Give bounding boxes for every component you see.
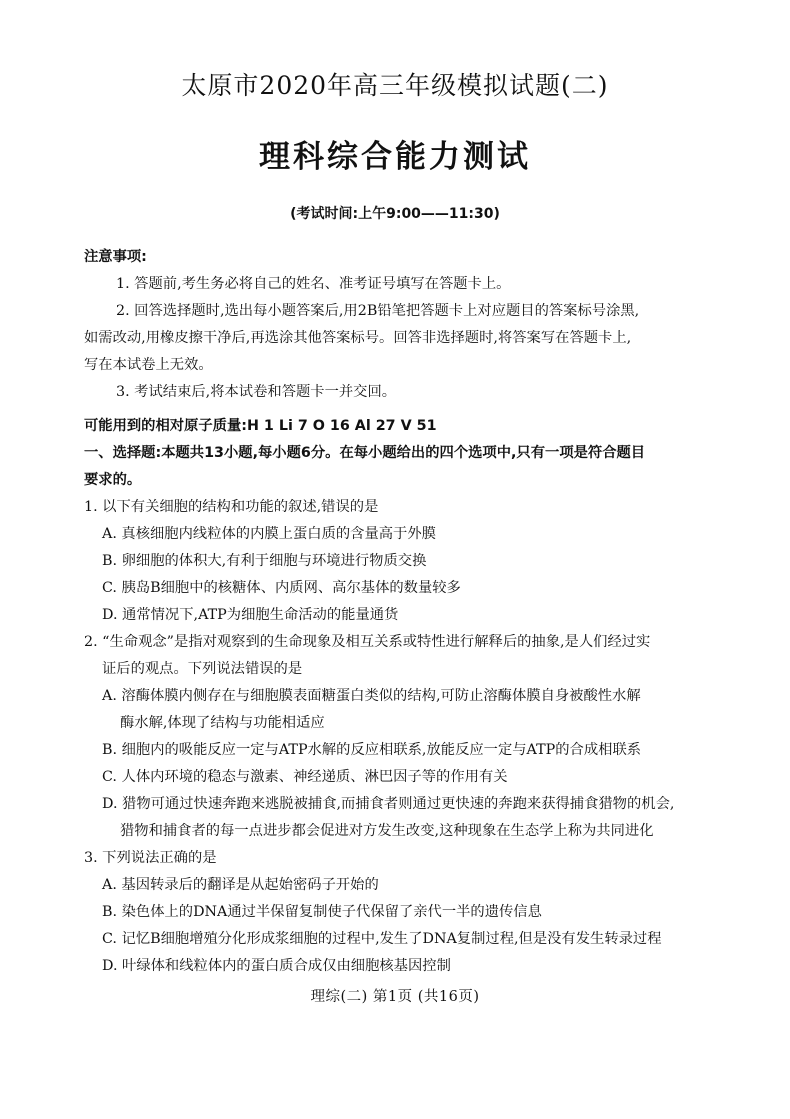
question-stem: 3. 下列说法正确的是 — [84, 850, 217, 866]
question-stem: 2. “生命观念”是指对观察到的生命现象及相互关系或特性进行解释后的抽象,是人们经过实 — [84, 634, 651, 650]
question-2 — [84, 629, 724, 845]
question-stem-cont: 证后的观点。下列说法错误的是 — [102, 661, 303, 677]
option-d: D. 通常情况下,ATP为细胞生命活动的能量通货 — [102, 607, 399, 623]
option-d: D. 猎物可通过快速奔跑来逃脱被捕食,而捕食者则通过更快速的奔跑来获得捕食猎物的机会, — [102, 796, 675, 812]
notice-item-2-cont: 写在本试卷上无效。 — [84, 357, 213, 373]
option-c: C. 人体内环境的稳态与激素、神经递质、淋巴因子等的作用有关 — [102, 769, 508, 785]
option-a: A. 溶酶体膜内侧存在与细胞膜表面糖蛋白类似的结构,可防止溶酶体膜自身被酸性水解 — [102, 688, 641, 704]
notice-item-3: 3. 考试结束后,将本试卷和答题卡一并交回。 — [116, 384, 397, 400]
exam-title: 太原市2020年高三年级模拟试题(二) — [181, 71, 609, 100]
option-d: D. 叶绿体和线粒体内的蛋白质合成仅由细胞核基因控制 — [102, 958, 451, 974]
option-c: C. 胰岛B细胞中的核糖体、内质网、高尔基体的数量较多 — [102, 580, 461, 596]
notice-item-2: 2. 回答选择题时,选出每小题答案后,用2B铅笔把答题卡上对应题目的答案标号涂黑, — [116, 303, 640, 319]
question-1 — [84, 494, 724, 629]
question-stem: 1. 以下有关细胞的结构和功能的叙述,错误的是 — [84, 499, 379, 515]
option-b: B. 染色体上的DNA通过半保留复制使子代保留了亲代一半的遗传信息 — [102, 904, 542, 920]
option-c: C. 记忆B细胞增殖分化形成浆细胞的过程中,发生了DNA复制过程,但是没有发生转录过程 — [102, 931, 662, 947]
exam-time: (考试时间:上午9:00——11:30) — [290, 206, 500, 222]
body-section — [84, 413, 724, 980]
question-3 — [84, 845, 724, 980]
exam-subtitle: 理科综合能力测试 — [259, 139, 531, 175]
notice-section — [84, 244, 724, 406]
option-a: A. 基因转录后的翻译是从起始密码子开始的 — [102, 877, 379, 893]
option-a-cont: 酶水解,体现了结构与功能相适应 — [120, 715, 325, 731]
section-heading: 一、选择题:本题共13小题,每小题6分。在每小题给出的四个选项中,只有一项是符合题目 — [84, 445, 646, 461]
page-footer: 理综(二) 第1页 (共16页) — [310, 989, 480, 1005]
option-b: B. 卵细胞的体积大,有利于细胞与环境进行物质交换 — [102, 553, 427, 569]
section-heading-cont: 要求的。 — [84, 472, 142, 488]
option-b: B. 细胞内的吸能反应一定与ATP水解的反应相联系,放能反应一定与ATP的合成相联系 — [102, 742, 642, 758]
notice-item-2-cont: 如需改动,用橡皮擦干净后,再选涂其他答案标号。回答非选择题时,将答案写在答题卡上, — [84, 330, 632, 346]
notice-heading: 注意事项: — [84, 249, 147, 265]
option-a: A. 真核细胞内线粒体的内膜上蛋白质的含量高于外膜 — [102, 526, 436, 542]
option-d-cont: 猎物和捕食者的每一点进步都会促进对方发生改变,这种现象在生态学上称为共同进化 — [120, 823, 654, 839]
notice-item-1: 1. 答题前,考生务必将自己的姓名、准考证号填写在答题卡上。 — [116, 276, 511, 292]
atomic-mass-line: 可能用到的相对原子质量:H 1 Li 7 O 16 Al 27 V 51 — [84, 418, 437, 434]
